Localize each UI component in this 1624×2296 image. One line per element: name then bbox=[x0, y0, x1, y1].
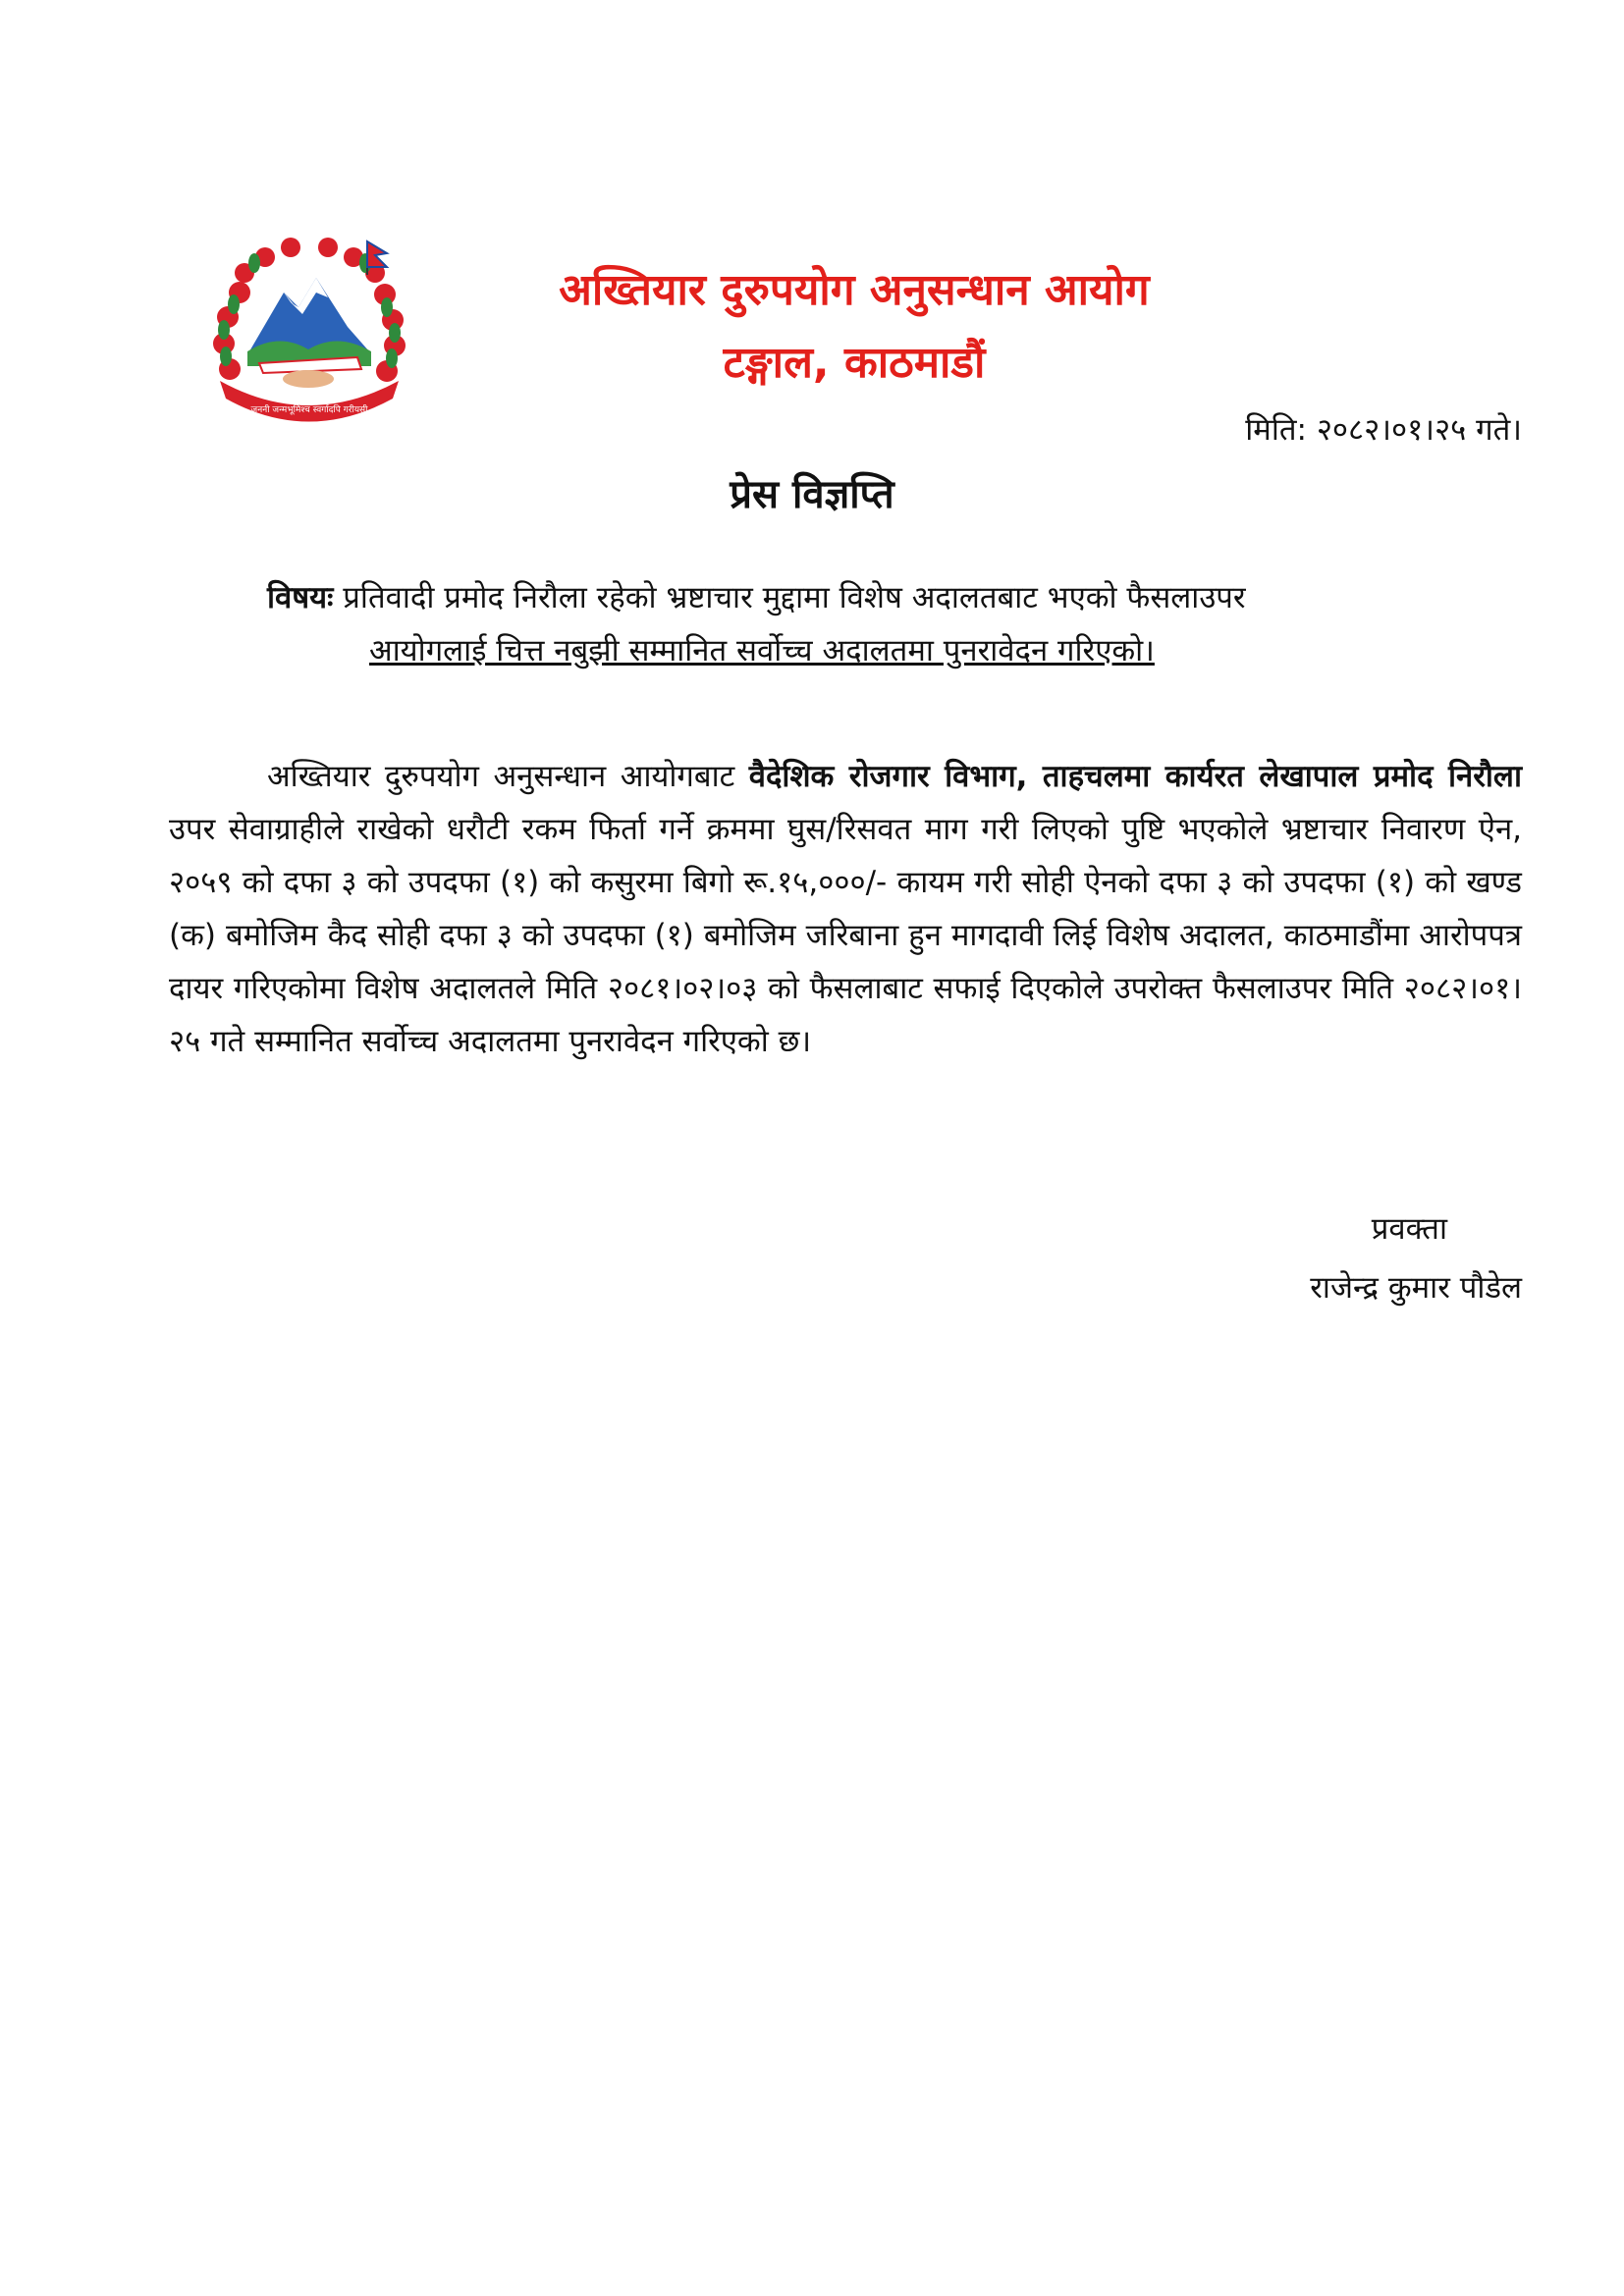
page-title: प्रेस विज्ञप्ति bbox=[730, 472, 894, 517]
subject-line-2: आयोगलाई चित्त नबुझी सम्मानित सर्वोच्च अदालतमा पुनरावेदन गरिएको। bbox=[369, 633, 1155, 668]
body-bold-1: वैदेशिक रोजगार विभाग, ताहचलमा कार्यरत लेखापाल प्रमोद निरौला bbox=[748, 759, 1522, 794]
body-part-2: उपर सेवाग्राहीले राखेको धरौटी रकम फिर्ता गर्ने क्रममा घुस/रिसवत माग गरी लिएको पुष्टि भएकोले भ्रष्टाचार निवारण ऐन, २०५९ को दफा ३ को उपदफा (१) को कसुरमा बिगो रू.१५,०००/- कायम गरी सोही ऐनको दफा ३ को उपदफा (१) को खण्ड (क) बमोजिम कैद सोही दफा ३ को उपदफा (१) बमोजिम जरिबाना हुन मागदावी लिई विशेष अदालत, काठमाडौंमा आरोपपत्र दायर गरिएकोमा विशेष अदालतले मिति २०८१।०२।०३ को फैसलाबाट सफाई दिएकोले उपरोक्त फैसलाउपर मिति २०८२।०१।२५ गते सम्मानित सर्वोच्च अदालतमा पुनरावेदन गरिएको छ। bbox=[169, 812, 1522, 1059]
body-part-1: अख्तियार दुरुपयोग अनुसन्धान आयोगबाट bbox=[267, 759, 749, 794]
body-paragraph bbox=[169, 750, 1522, 1068]
signature-name: राजेन्द्र कुमार पौडेल bbox=[1310, 1270, 1522, 1306]
signature-title: प्रवक्ता bbox=[1371, 1211, 1447, 1247]
subject-block bbox=[267, 571, 1522, 677]
org-name: अख्तियार दुरुपयोग अनुसन्धान आयोग bbox=[559, 265, 1150, 315]
subject-line-1: प्रतिवादी प्रमोद निरौला रहेको भ्रष्टाचार मुद्दामा विशेष अदालतबाट भएको फैसलाउपर bbox=[343, 580, 1246, 615]
subject-label: विषयः bbox=[267, 580, 334, 615]
nepal-emblem-icon bbox=[200, 234, 418, 430]
svg-text:जननी जन्मभूमिश्च स्वर्गादपि गर: जननी जन्मभूमिश्च स्वर्गादपि गरीयसी bbox=[250, 405, 368, 415]
org-location: टङ्गाल, काठमाडौं bbox=[723, 338, 986, 388]
document-date: मिति: २०८२।०१।२५ गते। bbox=[1245, 412, 1522, 448]
